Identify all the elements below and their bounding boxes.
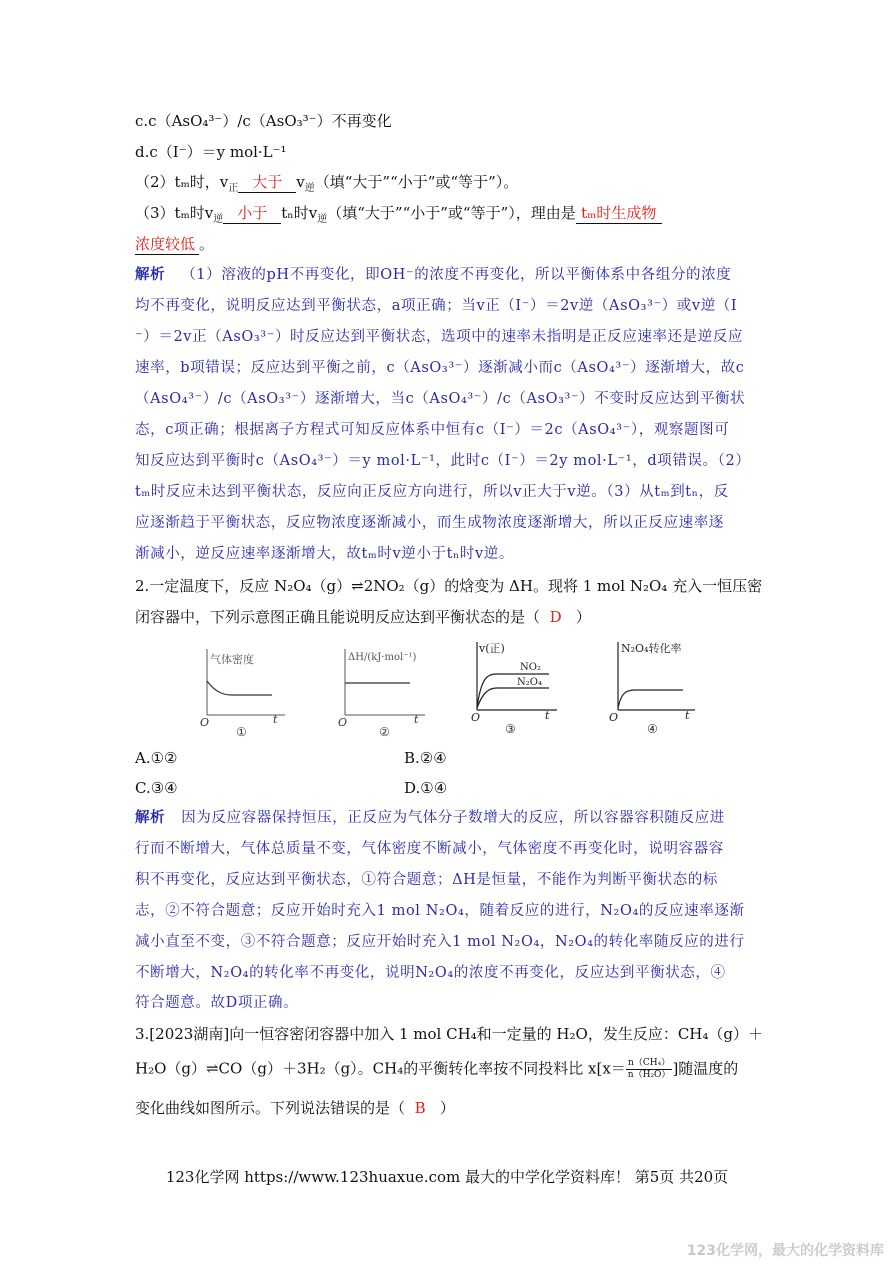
figure-4-ylabel: N₂O₄转化率	[621, 642, 682, 655]
analysis-tag: 解析	[135, 266, 166, 283]
option-c2: C.③④	[135, 779, 178, 797]
q3-stem-line-3: 变化曲线如图所示。下列说法错误的是（ B ）	[135, 1099, 455, 1117]
figure-3-curve-n2o4: N₂O₄	[517, 677, 542, 688]
figure-2	[330, 645, 430, 744]
figure-4-graph	[607, 640, 707, 740]
figure-4-number: ④	[647, 722, 658, 736]
watermark: 123化学网，最大的化学资料库	[686, 1243, 884, 1259]
reason-blank-b: 浓度较低	[135, 234, 199, 255]
option-c: c.c（AsO₄³⁻）/c（AsO₃³⁻）不再变化	[135, 112, 392, 130]
option-d: d.c（I⁻）＝y mol·L⁻¹	[135, 143, 287, 161]
option-d2: D.①④	[404, 779, 448, 797]
q1-analysis-line-0: 解析 （1）溶液的pH不再变化，即OH⁻的浓度不再变化，所以平衡体系中各组分的浓度	[135, 266, 732, 283]
figure-1-number: ①	[236, 725, 247, 739]
figure-2-graph	[330, 645, 430, 740]
figure-3-number: ③	[505, 722, 516, 736]
q2-analysis-line-2: 积不再变化，反应达到平衡状态，①符合题意；ΔH是恒量，不能作为判断平衡状态的标	[135, 872, 719, 888]
q1-analysis-line-3: 速率，b项错误；反应达到平衡之前，c（AsO₃³⁻）逐渐减小而c（AsO₄³⁻）逐渐增大，故c	[135, 360, 745, 376]
figure-3-xlabel: t	[545, 709, 550, 722]
figure-1-origin: O	[200, 716, 210, 729]
q1-analysis-line-6: 知反应达到平衡时c（AsO₄³⁻）＝y mol·L⁻¹，此时c（I⁻）＝2y mol·L⁻¹，d项错误。（2）	[135, 453, 751, 469]
q2-stem-line-2: 闭容器中，下列示意图正确且能说明反应达到平衡状态的是（ D ）	[135, 608, 591, 626]
ratio-fraction: $\frac{\text{n（CH₄）}}{\text{n（H₂O）}}$	[627, 1058, 671, 1080]
figure-3-curve-no2: NO₂	[520, 662, 541, 673]
figure-3-ylabel: v(正)	[479, 642, 505, 655]
figure-3-origin: O	[471, 711, 481, 724]
q2-analysis-line-5: 不断增大，N₂O₄的转化率不再变化，说明N₂O₄的浓度不再变化，反应达到平衡状态，④	[135, 965, 726, 981]
q2-analysis-line-0: 解析 因为反应容器保持恒压，正反应为气体分子数增大的反应，所以容器容积随反应进	[135, 809, 725, 826]
q2-analysis-line-4: 减小直至不变，③不符合题意；反应开始时充入1 mol N₂O₄，N₂O₄的转化率随反应的进行	[135, 934, 745, 950]
q3-stem-line-1: 3.[2023湖南]向一恒容密闭容器中加入 1 mol CH₄和一定量的 H₂O，发生反应：CH₄（g）＋	[135, 1025, 763, 1043]
figure-4-origin: O	[609, 711, 619, 724]
q1-analysis-line-4: （AsO₄³⁻）/c（AsO₃³⁻）逐渐增大，当c（AsO₄³⁻）/c（AsO₃³⁻）不变时反应达到平衡状	[135, 391, 746, 407]
page-footer: 123化学网 https://www.123huaxue.com 最大的中学化学资料库！ 第5页 共20页	[165, 1168, 729, 1186]
q3-answer: B	[414, 1099, 426, 1117]
q1-analysis-line-8: 应逐渐趋于平衡状态，反应物浓度逐渐减小，而生成物浓度逐渐增大，所以正反应速率逐	[135, 515, 724, 531]
figure-2-ylabel: ΔH/(kJ·mol⁻¹)	[348, 652, 417, 663]
q1-part3: （3）tₘ时$v_逆$ 小于 tₙ时$v_逆$（填“大于”“小于”或“等于”），理由是 tₘ时生成物	[135, 203, 662, 224]
q2-answer: D	[549, 608, 562, 626]
figure-1	[190, 645, 290, 744]
analysis-tag-2: 解析	[135, 809, 166, 826]
q2-analysis-line-6: 符合题意。故D项正确。	[135, 995, 299, 1011]
q1-analysis-line-5: 态，c项正确；根据离子方程式可知反应体系中恒有c（I⁻）＝2c（AsO₄³⁻），观察题图可	[135, 422, 730, 438]
answer-blank-3: 小于	[223, 203, 281, 224]
q2-analysis-line-1: 行而不断增大，气体总质量不变，气体密度不断减小，气体密度不再变化时，说明容器容	[135, 841, 724, 857]
answer-blank-2: 大于	[238, 172, 296, 193]
q1-part3-cont: 浓度较低 。	[135, 235, 215, 253]
q1-analysis-line-7: tₘ时反应未达到平衡状态，反应向正反应方向进行，所以v正大于v逆。（3）从tₘ到tₙ，反	[135, 484, 729, 500]
figure-3-graph	[465, 640, 565, 740]
q1-analysis-line-1: 均不再变化，说明反应达到平衡状态，a项正确；当v正（I⁻）＝2v逆（AsO₃³⁻）或v逆（I	[135, 298, 738, 314]
q1-part2: （2）tₘ时，$v_正$ 大于 $v_逆$（填“大于”“小于”或“等于”）。	[135, 173, 519, 194]
figure-2-number: ②	[379, 725, 390, 739]
figure-3	[465, 640, 565, 744]
reason-blank-a: tₘ时生成物	[576, 203, 662, 224]
q2-analysis-line-3: 志，②不符合题意；反应开始时充入1 mol N₂O₄，随着反应的进行，N₂O₄的反应速率逐渐	[135, 903, 745, 919]
figure-2-xlabel: t	[414, 713, 419, 726]
option-a: A.①②	[135, 749, 178, 767]
figure-4-xlabel: t	[685, 709, 690, 722]
figure-1-ylabel: 气体密度	[210, 653, 254, 666]
q1-analysis-line-9: 渐减小，逆反应速率逐渐增大，故tₘ时v逆小于tₙ时v逆。	[135, 546, 515, 562]
figure-4	[607, 640, 707, 744]
q3-stem-line-2: H₂O（g）⇌CO（g）＋3H₂（g）。CH₄的平衡转化率按不同投料比 x[x＝ $\frac{\text{n（CH₄）}}{\text{n（H₂O）}}$ ]随温度的	[135, 1058, 739, 1080]
option-b: B.②④	[404, 749, 447, 767]
figure-2-origin: O	[338, 716, 348, 729]
figure-1-graph	[190, 645, 290, 740]
figure-1-xlabel: t	[273, 713, 278, 726]
q1-analysis-line-2: ⁻）＝2v正（AsO₃³⁻）时反应达到平衡状态，选项中的速率未指明是正反应速率还是逆反应	[135, 329, 744, 345]
q2-stem-line-1: 2.一定温度下，反应 N₂O₄（g）⇌2NO₂（g）的焓变为 ΔH。现将 1 mol N₂O₄ 充入一恒压密	[135, 577, 763, 595]
